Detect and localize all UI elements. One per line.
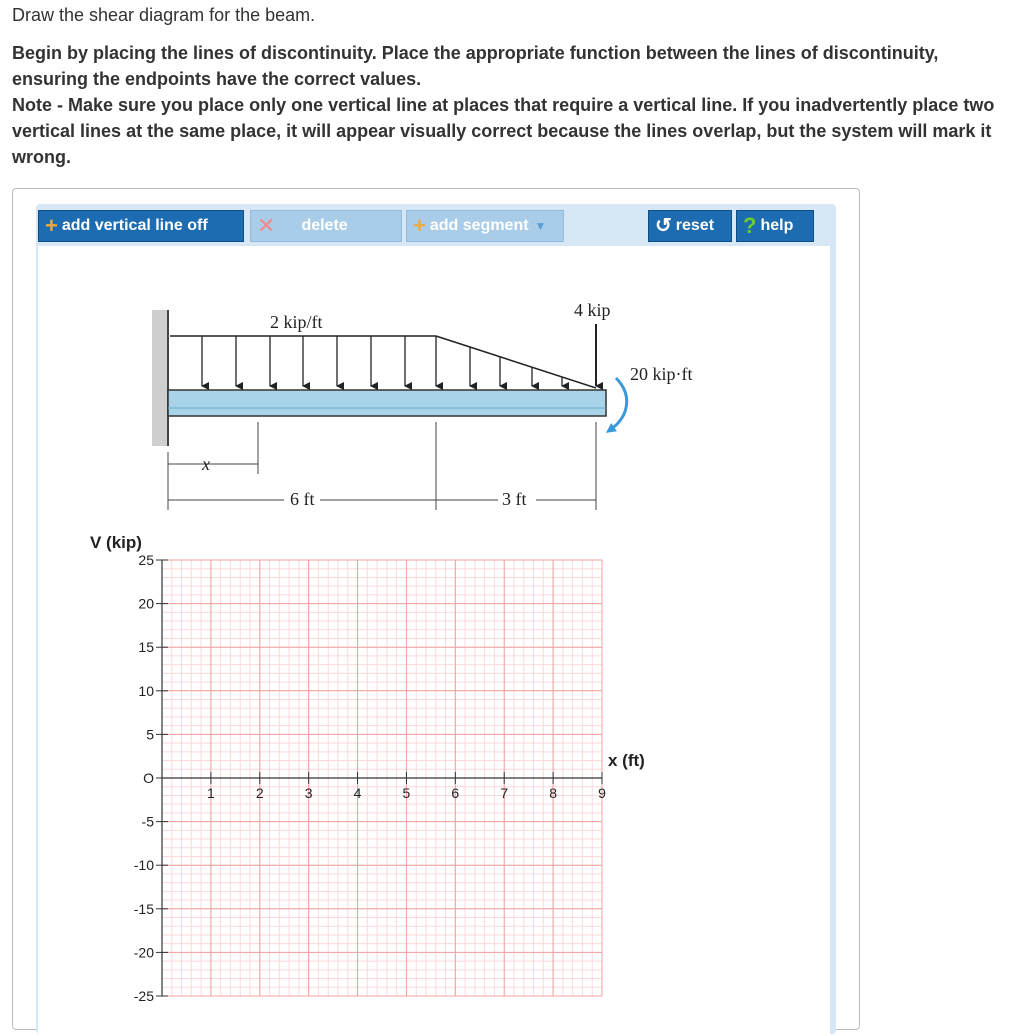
- reset-label: reset: [675, 217, 715, 234]
- add-segment-button[interactable]: [406, 210, 564, 242]
- plus-icon: +: [45, 213, 58, 238]
- y-tick-label: -25: [133, 988, 154, 1004]
- moment-label: 20 kip·ft: [630, 364, 693, 384]
- x-tick-label: 6: [451, 785, 460, 801]
- y-tick-label: O: [143, 770, 154, 786]
- y-tick-label: 25: [138, 552, 154, 568]
- x-tick-label: 5: [402, 785, 411, 801]
- moment-arrow: [610, 378, 627, 430]
- y-tick-label: 5: [146, 726, 154, 743]
- y-tick-label: -15: [133, 900, 154, 917]
- x-tick-label: 8: [549, 785, 558, 801]
- add-vertical-line-button[interactable]: [38, 210, 244, 242]
- triangular-load-line: [436, 336, 596, 388]
- shear-diagram-plot[interactable]: [80, 528, 680, 1022]
- distributed-load-label: 2 kip/ft: [270, 312, 323, 332]
- span-2-label: 3 ft: [502, 489, 527, 509]
- help-label: help: [760, 217, 794, 234]
- x-tick-label: 7: [500, 785, 509, 801]
- delete-button[interactable]: [250, 210, 402, 242]
- y-axis-ticks: [134, 552, 168, 1004]
- x-axis-label: x (ft): [608, 751, 645, 770]
- y-tick-label: 20: [138, 595, 154, 612]
- y-tick-label: 15: [138, 639, 154, 656]
- y-axis-label: V (kip): [90, 533, 142, 552]
- y-tick-label: -5: [141, 813, 154, 830]
- plot-axes: [162, 560, 602, 996]
- reset-icon: ↺: [655, 215, 672, 237]
- span-1-label: 6 ft: [290, 489, 315, 509]
- y-tick-label: -20: [133, 944, 154, 961]
- delete-x-icon: ✕: [257, 213, 276, 238]
- y-tick-label: -10: [133, 857, 154, 874]
- reset-button[interactable]: [648, 210, 732, 242]
- x-tick-label: 4: [353, 785, 362, 801]
- chevron-down-icon: ▼: [534, 219, 547, 233]
- delete-label: delete: [301, 217, 348, 234]
- problem-title: Draw the shear diagram for the beam.: [12, 5, 316, 25]
- beam-figure: [140, 292, 710, 528]
- help-question-icon: ?: [743, 213, 757, 238]
- help-button[interactable]: [736, 210, 814, 242]
- x-tick-label: 3: [304, 785, 313, 801]
- x-tick-label: 1: [206, 785, 215, 801]
- fixed-wall-support: [152, 310, 168, 446]
- problem-statement: [12, 4, 1012, 170]
- beam: [168, 390, 606, 416]
- point-load-label: 4 kip: [574, 300, 611, 320]
- plus-icon: +: [413, 213, 426, 238]
- problem-note: Note - Make sure you place only one vertical line at places that require a vertical line. If you inadvertently place two vertical lines at the same place, it will appear visually correct because the lines overlap, but the system will mark it wrong.: [12, 95, 995, 167]
- y-tick-label: 10: [138, 682, 154, 699]
- x-tick-label: 9: [598, 785, 606, 801]
- add-vertical-line-label: add vertical line off: [61, 217, 208, 234]
- x-dimension-label: x: [202, 454, 210, 474]
- load-arrows: [202, 336, 562, 386]
- problem-instructions: Begin by placing the lines of discontinuity. Place the appropriate function between the lines of discontinuity, ensuring the endpoints have the correct values.: [12, 43, 939, 89]
- add-segment-label: add segment: [429, 217, 529, 234]
- x-tick-label: 2: [255, 785, 264, 801]
